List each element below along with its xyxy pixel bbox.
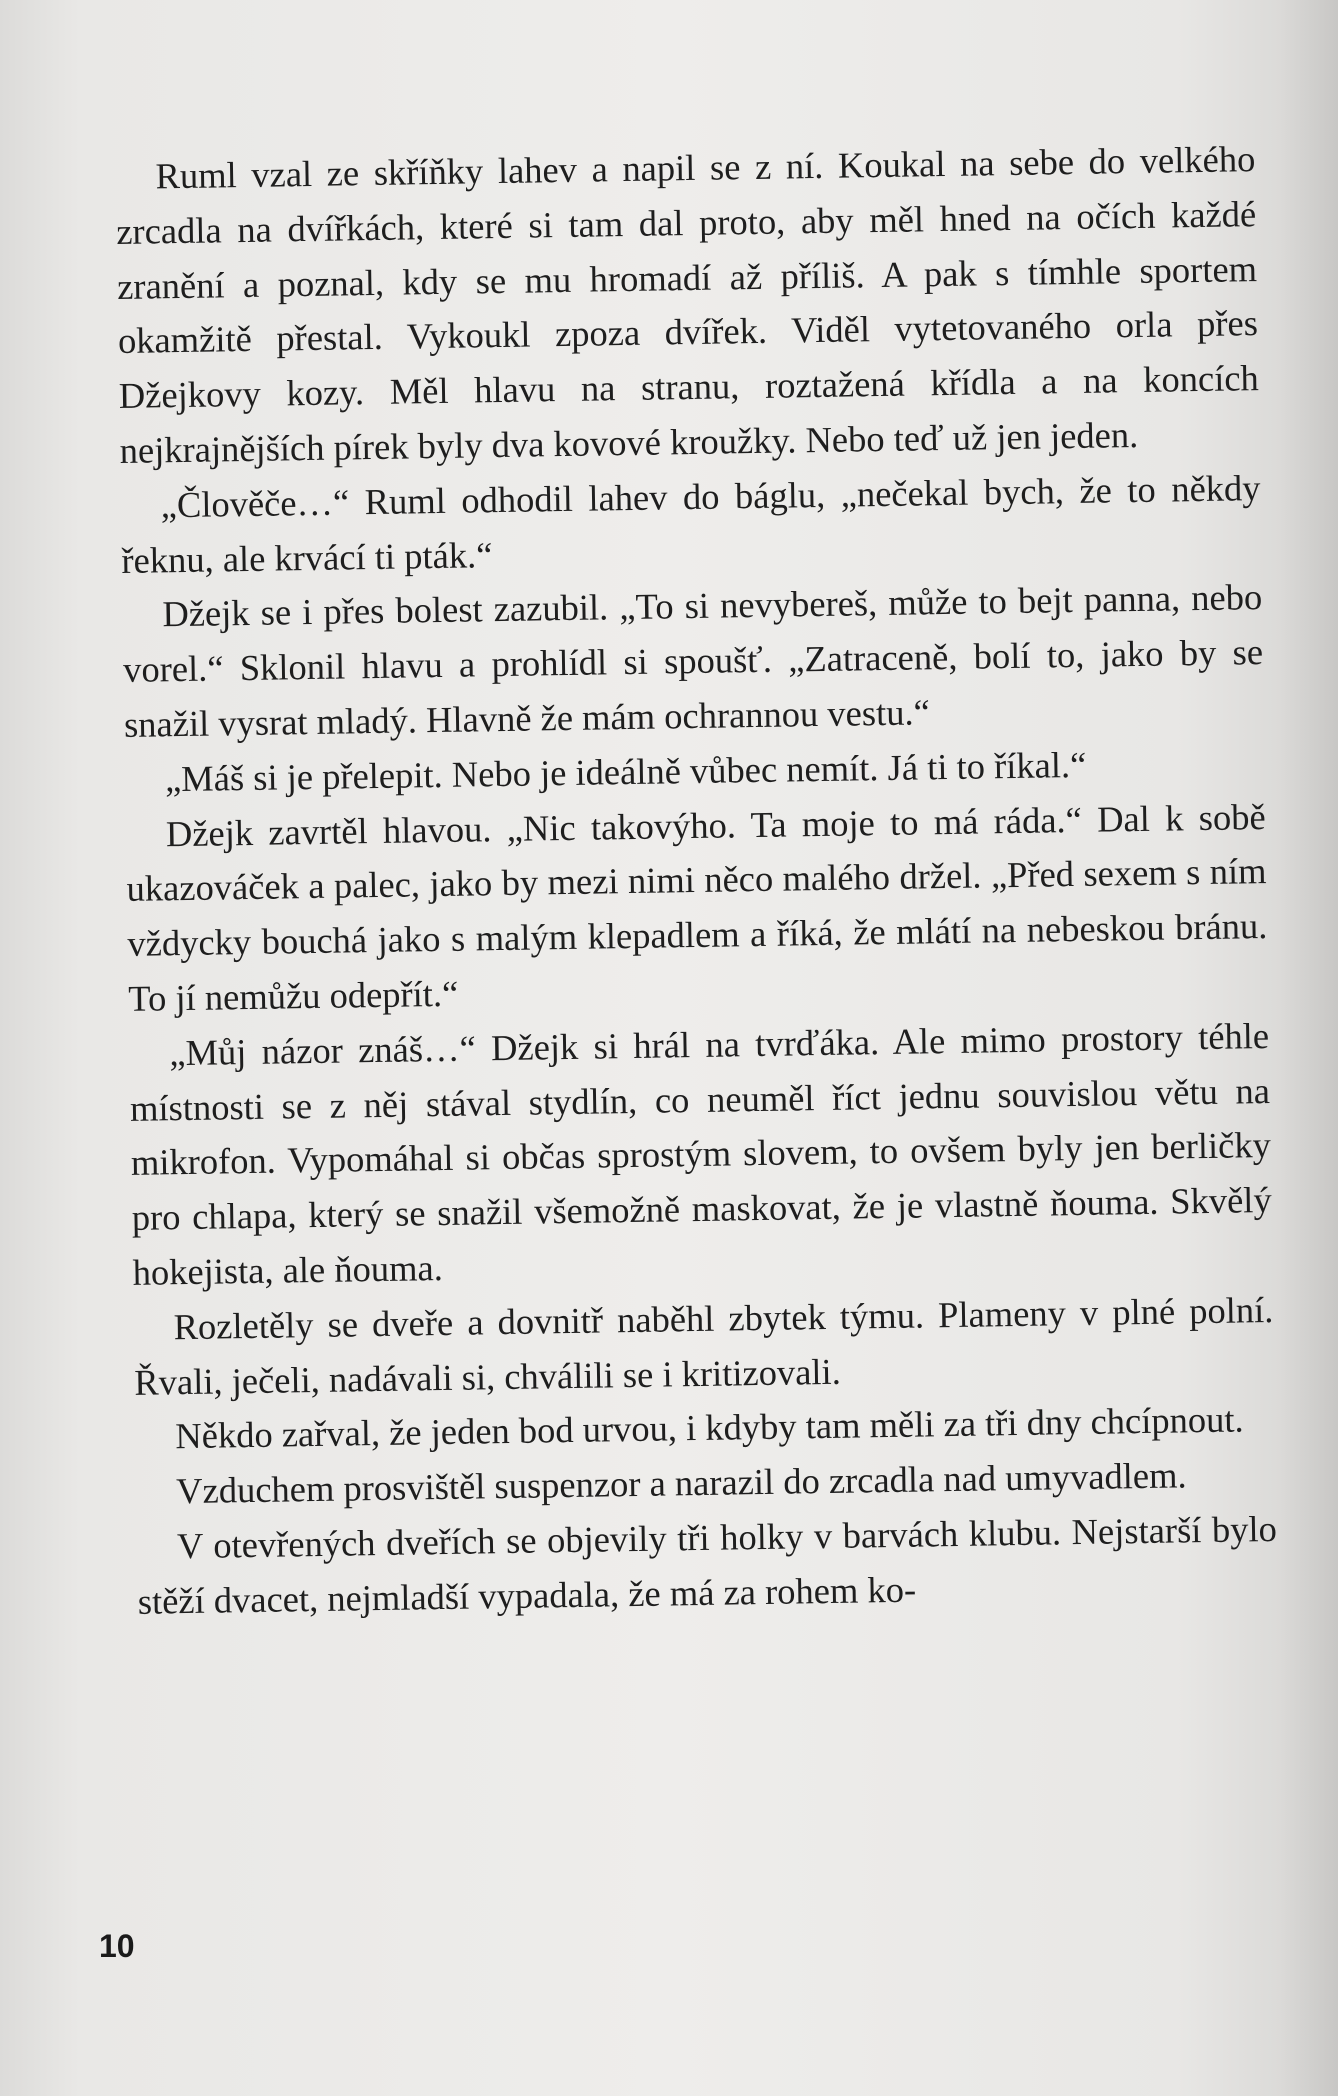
paragraph: „Máš si je přelepit. Nebo je ideálně vůbec nemít. Já ti to říkal.“ <box>164 743 1087 800</box>
paragraph: Džejk se i přes bolest zazubil. „To si nevybereš, může to bejt panna, nebo vorel.“ Sklonil hlavu a prohlídl si spoušť. „Zatraceně, bolí to, jako by se snažil vysrat mladý. Hlavně že mám ochrannou vestu.“ <box>122 576 1264 745</box>
paragraph: Vzduchem prosvištěl suspenzor a narazil do zrcadla nad umyvadlem. <box>175 1454 1187 1512</box>
paragraph: V otevřených dveřích se objevily tři holky v barvách klubu. Nejstarší bylo stěží dvacet, nejmladší vypadala, že má za rohem ko- <box>137 1507 1278 1622</box>
page-number: 10 <box>99 1928 135 1964</box>
paragraph: Ruml vzal ze skříňky lahev a napil se z ní. Koukal na sebe do velkého zrcadla na dvířkách, které si tam dal proto, aby měl hned na očích každé zranění a poznal, kdy se mu hromadí až příliš. A pak s tímhle sportem okamžitě přestal. Vykoukl zpoza dvířek. Viděl vytetovaného orla přes Džejkovy kozy. Měl hlavu na stranu, roztažená křídla a na koncích nejkrajnějších pírek byly dva kovové kroužky. Nebo teď už jen jeden. <box>115 138 1260 471</box>
paragraph: Džejk zavrtěl hlavou. „Nic takovýho. Ta moje to má ráda.“ Dal k sobě ukazováček a palec, jako by mezi nimi něco malého držel. „Před sexem s ním vždycky bouchá jako s malým klepadlem a říká, že mlátí na nebeskou bránu. To jí nemůžu odepřít.“ <box>126 795 1268 1019</box>
paragraph: Rozletěly se dveře a dovnitř naběhl zbytek týmu. Plameny v plné polní. Řvali, ječeli, nadávali si, chválili se i kritizovali. <box>134 1288 1274 1403</box>
paragraph: „Člověče…“ Ruml odhodil lahev do báglu, „nečekal bych, že to někdy řeknu, ale krvácí ti pták.“ <box>121 466 1261 581</box>
paragraph: Někdo zařval, že jeden bod urvou, i kdyby tam měli za tři dny chcípnout. <box>175 1398 1244 1457</box>
page-edge-shadow <box>1278 0 1338 2096</box>
body-text <box>115 132 1278 1629</box>
paragraph: „Můj názor znáš…“ Džejk si hrál na tvrďáka. Ale mimo prostory téhle místnosti se z něj stával stydlín, co neuměl říct jednu souvislou větu na mikrofon. Vypomáhal si občas sprostým slovem, to ovšem byly jen berličky pro chlapa, který se snažil všemožně maskovat, že je vlastně ňouma. Skvělý hokejista, ale ňouma. <box>129 1014 1272 1293</box>
